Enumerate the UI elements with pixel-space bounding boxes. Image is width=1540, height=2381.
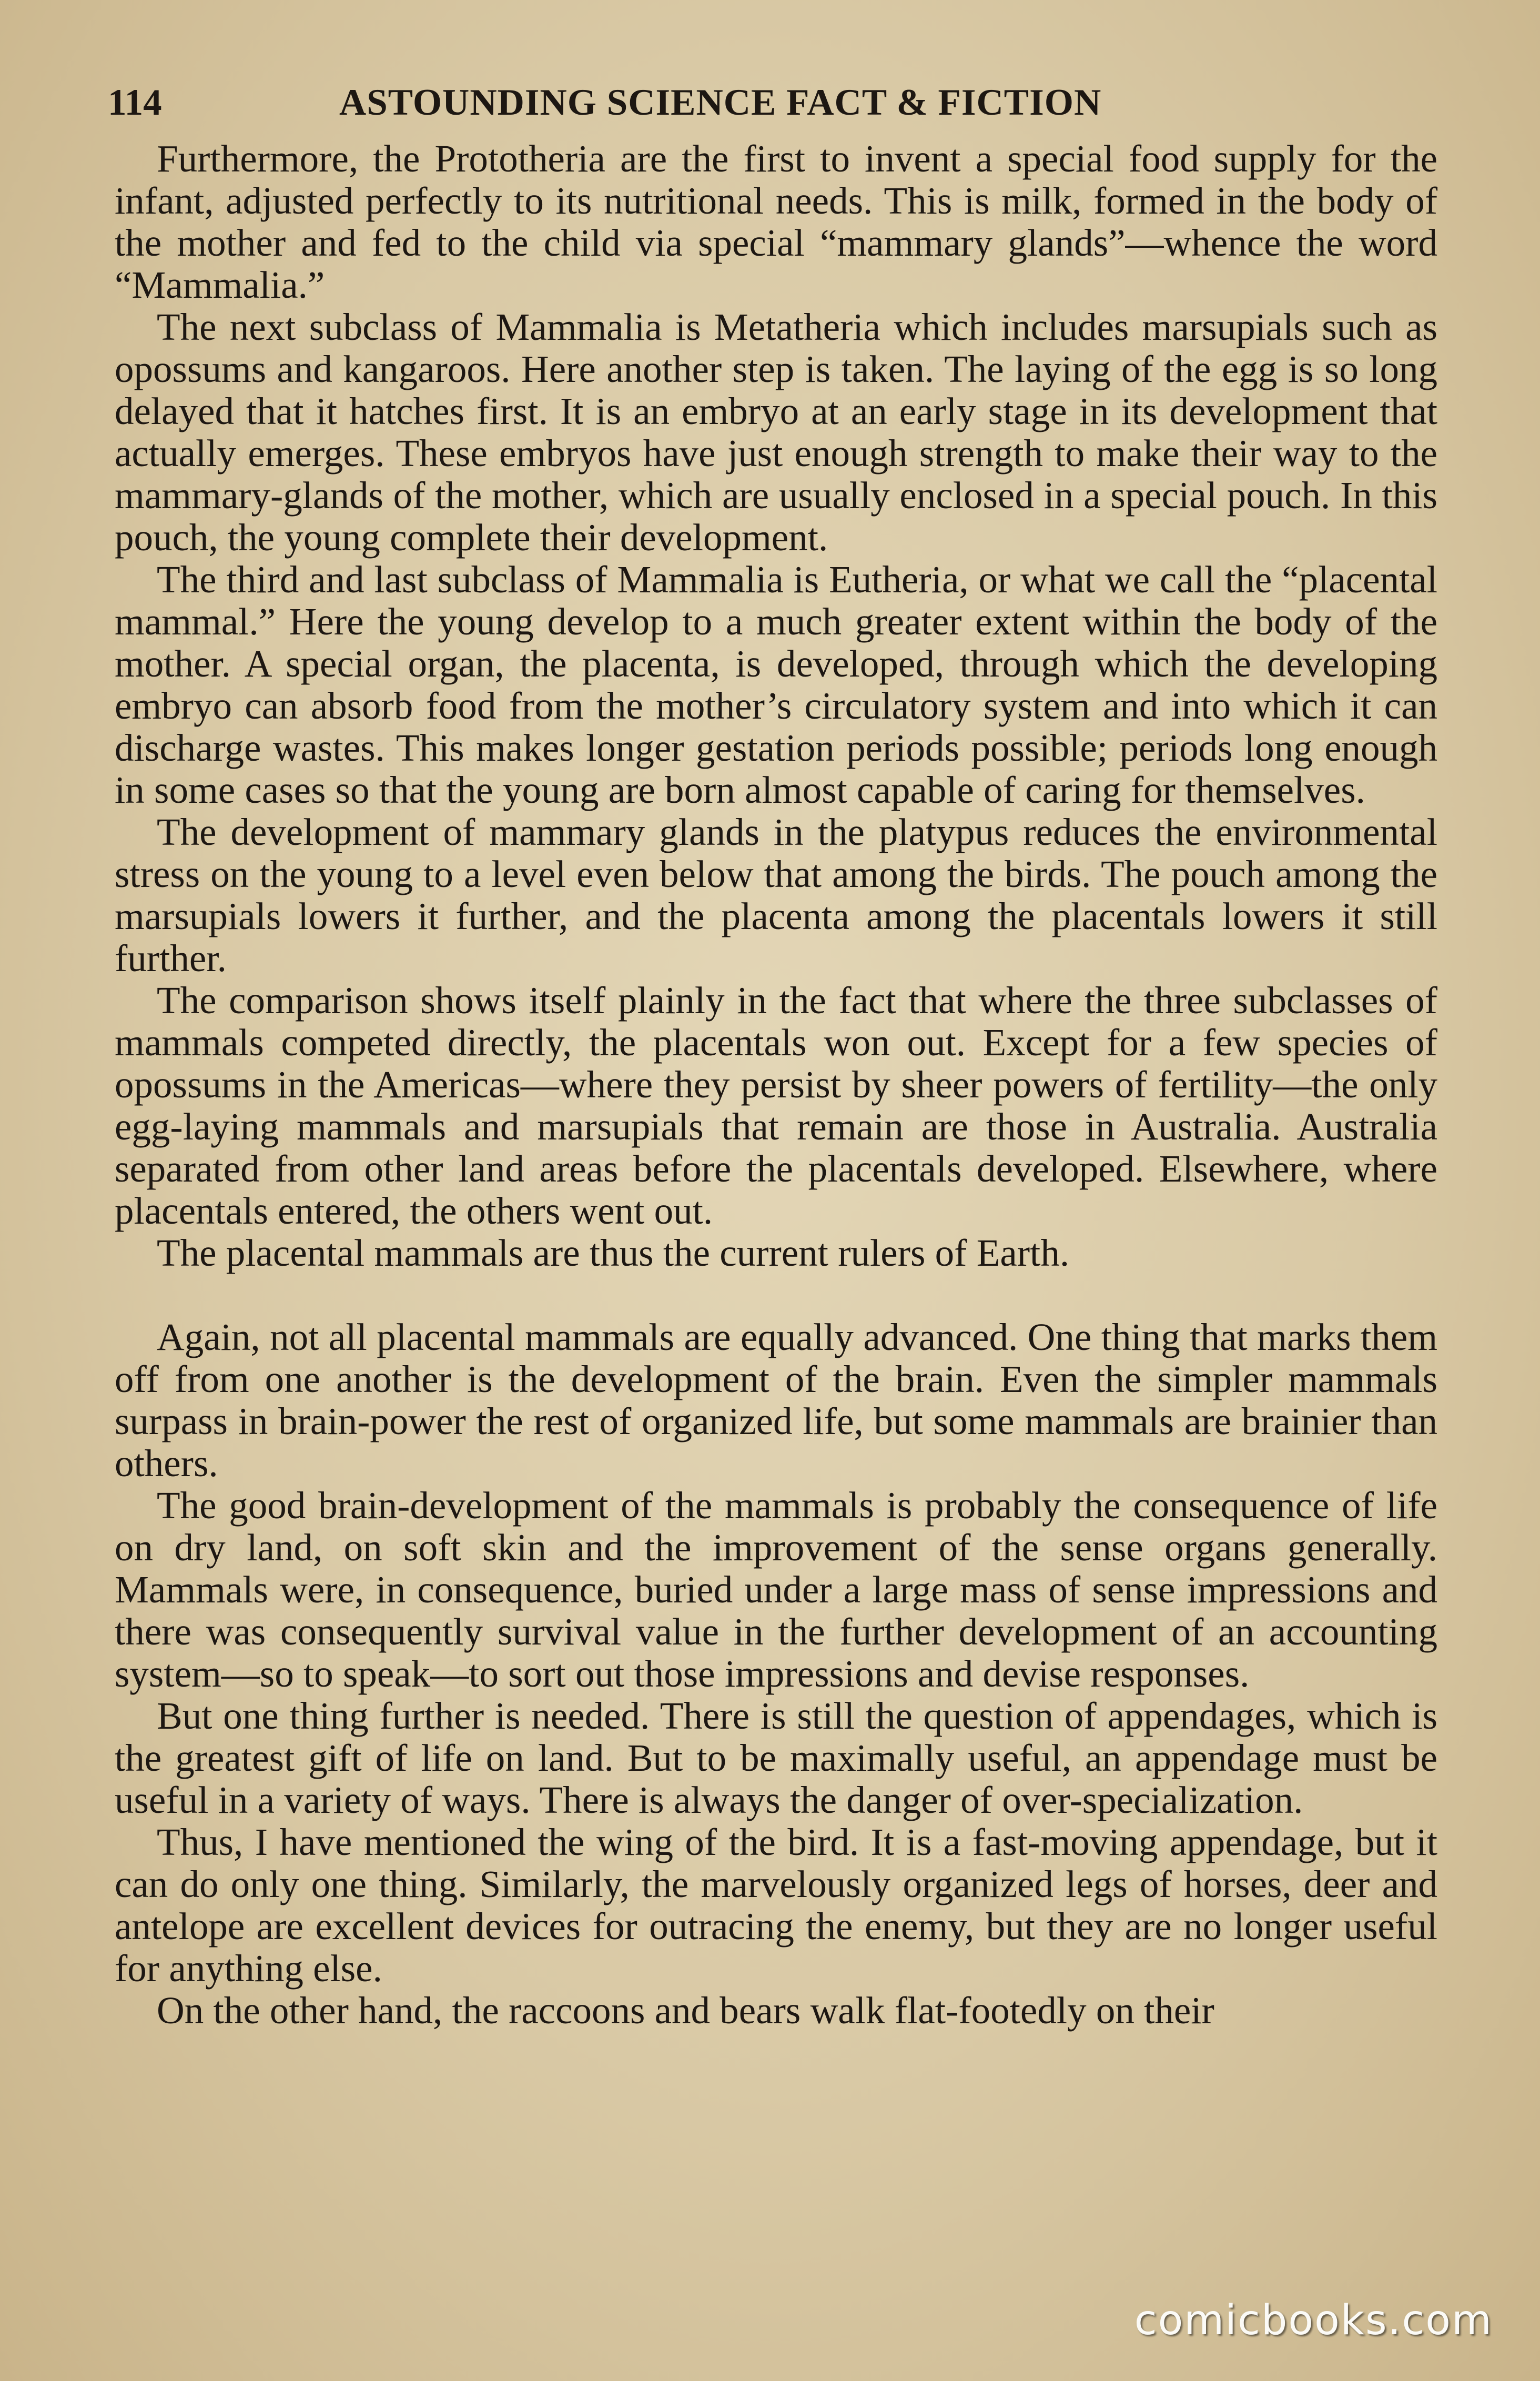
paragraph: Thus, I have mentioned the wing of the bird. It is a fast-moving appendage, but it can do only one thing. Similarly, the marvelously organized legs of horses, deer and antelope are excellent devices for outracing the enemy, but they are no longer useful for anything else. bbox=[115, 1821, 1437, 1990]
paragraph: The next subclass of Mammalia is Metatheria which includes marsupials such as opossums and kangaroos. Here another step is taken. The laying of the egg is so long delayed that it hatches first. It is an embryo at an early stage in its development that actually emerges. These embryos have just enough strength to make their way to the mammary-glands of the mother, which are usually enclosed in a special pouch. In this pouch, the young complete their development. bbox=[115, 306, 1437, 559]
paragraph: The development of mammary glands in the platypus reduces the environmental stress on the young to a level even below that among the birds. The pouch among the marsupials lowers it further, and the placenta among the placentals lowers it still further. bbox=[115, 811, 1437, 980]
paragraph: The third and last subclass of Mammalia is Eutheria, or what we call the “placental mammal.” Here the young develop to a much greater extent within the body of the mother. A special organ, the placenta, is developed, through which the developing embryo can absorb food from the mother’s circulatory system and into which it can discharge wastes. This makes longer gestation periods possible; periods long enough in some cases so that the young are born almost capable of caring for themselves. bbox=[115, 558, 1437, 811]
paragraph: The placental mammals are thus the current rulers of Earth. bbox=[157, 1232, 1070, 1274]
running-head: ASTOUNDING SCIENCE FACT & FICTION bbox=[339, 82, 1102, 123]
paragraph: The comparison shows itself plainly in the fact that where the three subclasses of mammals competed directly, the placentals won out. Except for a few species of opossums in the Americas—where they persist by sheer powers of fertility—the only egg-laying mammals and marsupials that remain are those in Australia. Australia separated from other land areas before the placentals developed. Elsewhere, where placentals entered, the others went out. bbox=[115, 979, 1437, 1232]
paragraph: On the other hand, the raccoons and bears walk flat-footedly on their bbox=[157, 1989, 1214, 2032]
section-break bbox=[115, 1274, 1437, 1316]
watermark: comicbooks.com bbox=[1134, 2297, 1493, 2344]
paragraph: But one thing further is needed. There is still the question of appendages, which is the greatest gift of life on land. But to be maximally useful, an appendage must be useful in a variety of ways. There is always the danger of over-specialization. bbox=[115, 1694, 1437, 1821]
paragraph: The good brain-development of the mammals is probably the consequence of life on dry land, on soft skin and the improvement of the sense organs generally. Mammals were, in consequence, buried under a large mass of sense impressions and there was consequently survival value in the further development of an accounting system—so to speak—to sort out those impressions and devise responses. bbox=[115, 1484, 1437, 1695]
page-number: 114 bbox=[108, 82, 162, 123]
paragraph: Furthermore, the Prototheria are the first to invent a special food supply for the infant, adjusted perfectly to its nutritional needs. This is milk, formed in the body of the mother and fed to the child via special “mammary glands”—whence the word “Mammalia.” bbox=[115, 137, 1437, 306]
paragraph: Again, not all placental mammals are equally advanced. One thing that marks them off from one another is the development of the brain. Even the simpler mammals surpass in brain-power the rest of organized life, but some mammals are brainier than others. bbox=[115, 1316, 1437, 1485]
article-body bbox=[115, 138, 1437, 2032]
page-header bbox=[108, 79, 1432, 126]
